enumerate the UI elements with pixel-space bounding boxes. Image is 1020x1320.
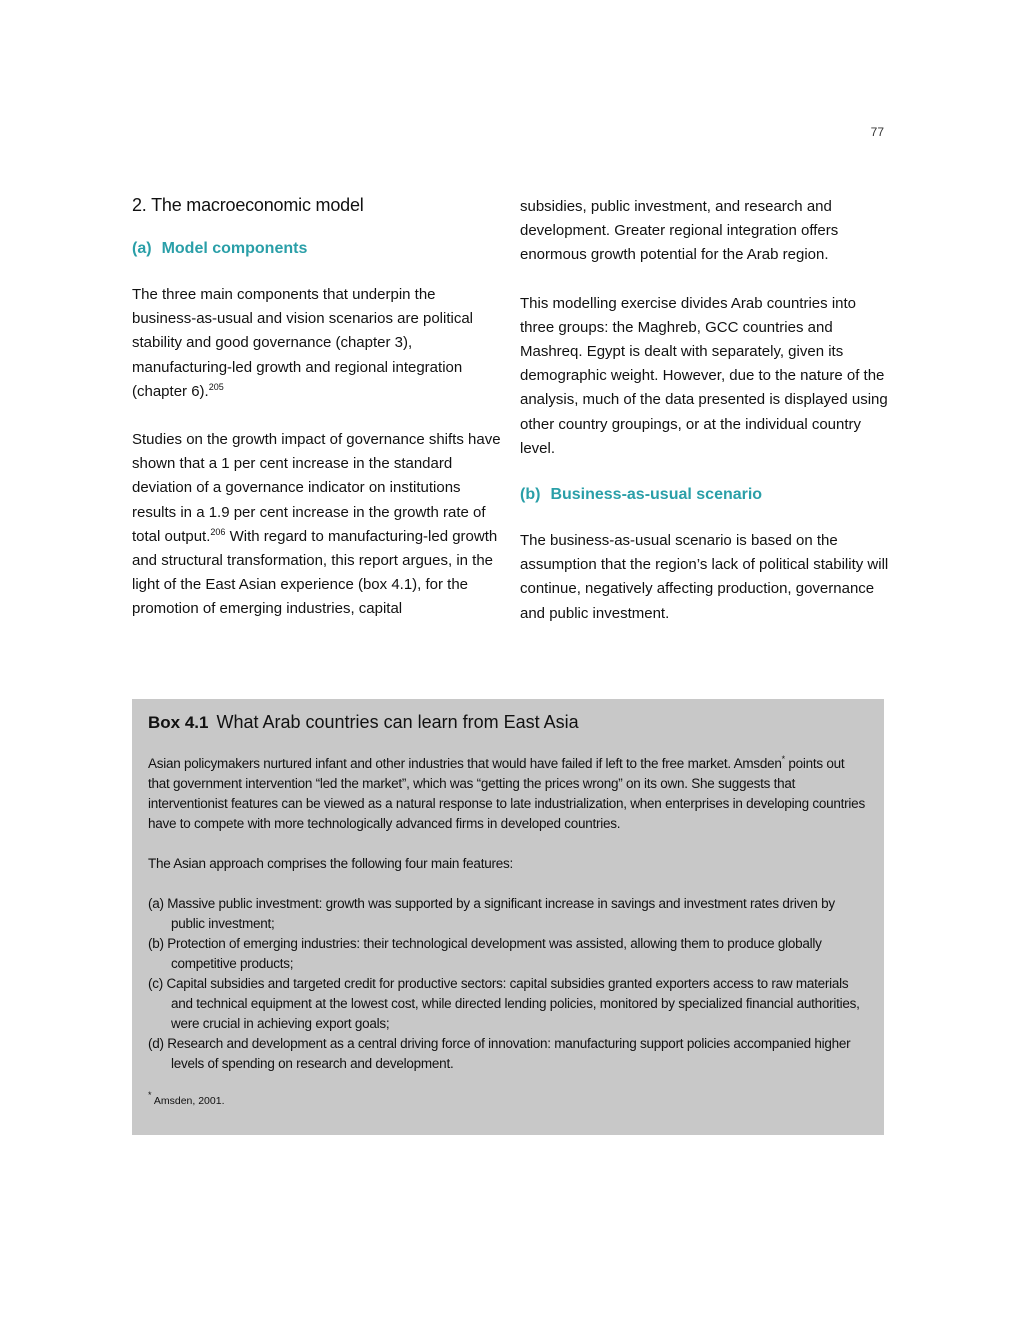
- box-paragraph: The Asian approach comprises the following four main features:: [148, 856, 513, 871]
- right-column: [520, 195, 890, 650]
- box-4-1: [132, 699, 884, 1135]
- section-heading: 2. The macroeconomic model: [132, 195, 364, 215]
- box-number: Box 4.1: [148, 713, 209, 732]
- footnote-marker[interactable]: *: [781, 754, 785, 764]
- list-item: (d) Research and development as a central driving force of innovation: manufacturing support policies accompanied higher levels of spending on research and development.: [148, 1036, 851, 1071]
- box-paragraph: Asian policymakers nurtured infant and other industries that would have failed if left to the free market. Amsden* points out that government intervention “led the market”, which was “getting the prices wrong” on its own. She suggests that interventionist features can be viewed as a natural response to late industrialization, when enterprises in developing countries have to compete with more technologically advanced firms in developed countries.: [148, 754, 865, 831]
- paragraph: subsidies, public investment, and research and development. Greater regional integration offers enormous growth potential for the Arab region.: [520, 198, 839, 264]
- list-item: (b) Protection of emerging industries: their technological development was assisted, allowing them to produce globally competitive products;: [148, 936, 822, 971]
- box-title-text: What Arab countries can learn from East Asia: [216, 712, 579, 732]
- page-number: 77: [870, 125, 884, 139]
- left-column: [132, 195, 502, 646]
- paragraph: This modelling exercise divides Arab countries into three groups: the Maghreb, GCC countries and Mashreq. Egypt is dealt with separately, given its demographic weight. However, due to the nature of the analysis, much of the data presented is displayed using other country groupings, or at the individual country level.: [520, 294, 888, 457]
- paragraph: Studies on the growth impact of governance shifts have shown that a 1 per cent increase in the standard deviation of a governance indicator on institutions results in a 1.9 per cent increase in the growth rate of total output.$^{206}$ With regard to manufacturing-led growth and structural transformation, this report argues, in the light of the East Asian experience (box 4.1), for the promotion of emerging industries, capital: [132, 431, 501, 618]
- footnote-ref[interactable]: 206: [210, 526, 226, 537]
- subsection-heading-b: [520, 485, 890, 505]
- subsection-title: Model components: [161, 240, 308, 257]
- subsection-label: (b): [520, 486, 541, 504]
- list-item: (a) Massive public investment: growth was supported by a significant increase in savings and investment rates driven by public investment;: [148, 896, 835, 931]
- box-footnote: * Amsden, 2001.: [148, 1090, 225, 1107]
- paragraph: The business-as-usual scenario is based on the assumption that the region’s lack of political stability will continue, negatively affecting production, governance and public investment.: [520, 532, 889, 622]
- paragraph: The three main components that underpin the business-as-usual and vision scenarios are political stability and good governance (chapter 3), manufacturing-led growth and regional integration (chapter 6).$^{205}$: [132, 286, 474, 400]
- box-title: [148, 711, 868, 734]
- list-item: (c) Capital subsidies and targeted credit for productive sectors: capital subsidies granted exporters access to raw materials and technical equipment at the lowest cost, while directed lending policies, monitored by specialized financial authorities, were crucial in achieving export goals;: [148, 976, 860, 1031]
- subsection-heading-a: [132, 239, 502, 259]
- subsection-title: Business-as-usual scenario: [550, 486, 763, 504]
- features-list: [148, 894, 868, 1074]
- subsection-label: (a): [132, 240, 152, 257]
- footnote-ref[interactable]: 205: [208, 381, 224, 392]
